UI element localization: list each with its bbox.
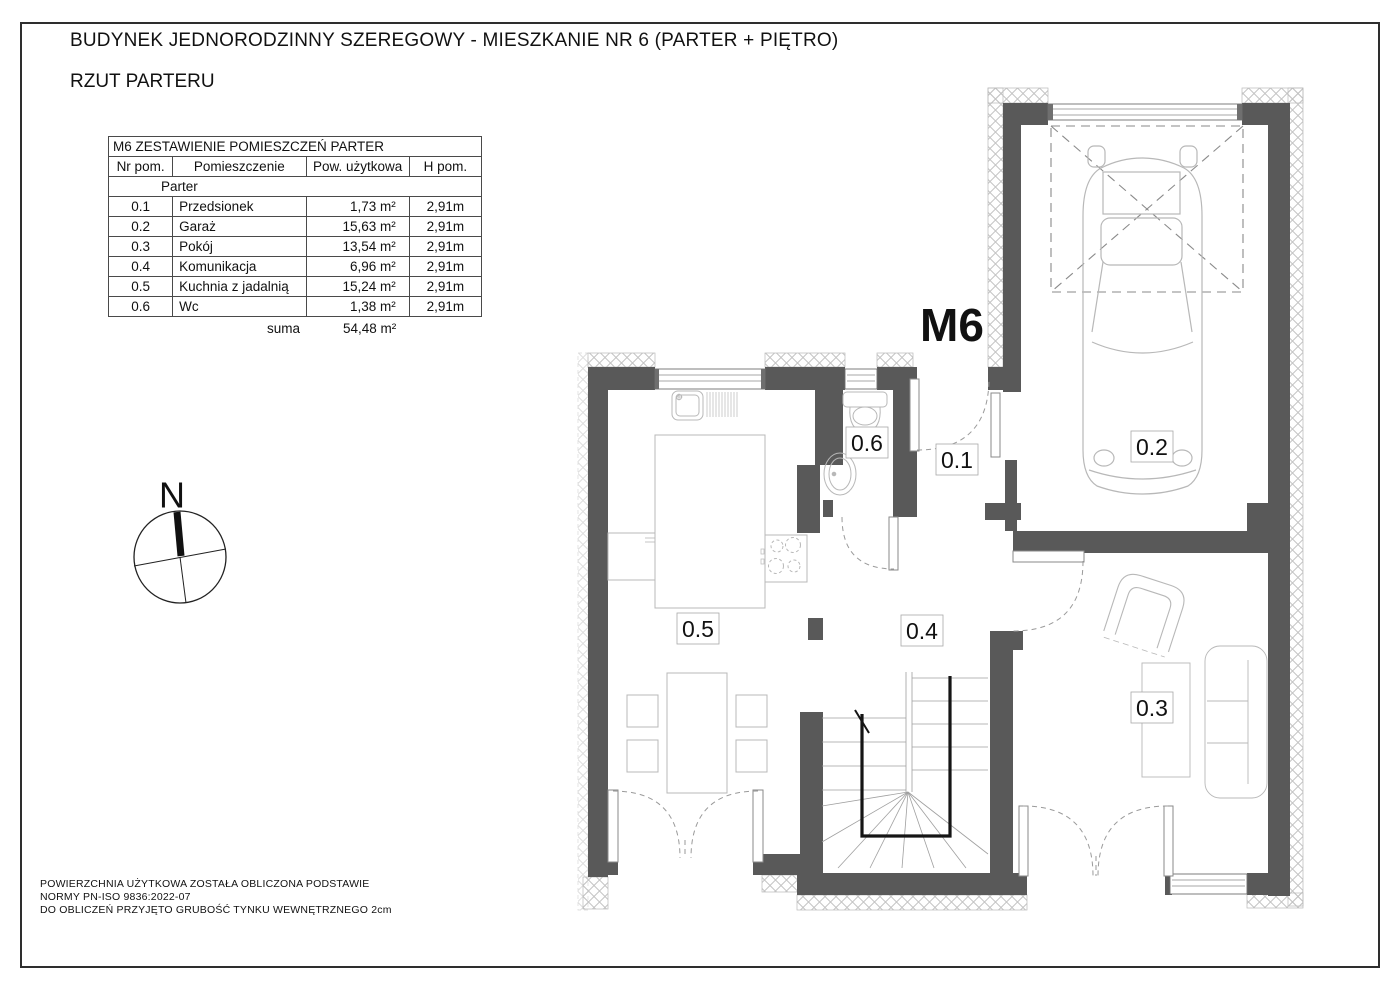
svg-text:0.2: 0.2 xyxy=(1136,434,1168,460)
room-table-row: 0.6 Wc 1,38 m² 2,91m xyxy=(109,297,482,317)
entry-door-leaf xyxy=(910,379,919,451)
room-labels xyxy=(677,299,1173,723)
room-table-row: 0.1 Przedsionek 1,73 m² 2,91m xyxy=(109,197,482,217)
room-table-row: 0.4 Komunikacja 6,96 m² 2,91m xyxy=(109,257,482,277)
dining-table-icon xyxy=(627,673,767,793)
wc-door-leaf xyxy=(889,517,898,570)
footnote-line2: NORMY PN-ISO 9836:2022-07 xyxy=(40,891,191,903)
svg-text:0.3: 0.3 xyxy=(1136,695,1168,721)
north-compass xyxy=(134,475,226,604)
north-label: N xyxy=(159,474,185,516)
fridge-icon xyxy=(608,533,655,580)
stairs xyxy=(822,672,988,868)
svg-text:0.6: 0.6 xyxy=(851,430,883,456)
col-header-room: Pomieszczenie xyxy=(173,157,306,177)
svg-text:0.1: 0.1 xyxy=(941,447,973,473)
room03-door-leaf xyxy=(1013,551,1084,562)
kitchen-island xyxy=(655,435,765,608)
room-label-0-2 xyxy=(1131,431,1173,462)
room03-fd-left xyxy=(1019,806,1028,876)
garage-door-leaf xyxy=(991,393,1000,457)
room03-fd-right xyxy=(1164,806,1173,876)
drawing-title: BUDYNEK JEDNORODZINNY SZEREGOWY - MIESZKANIE NR 6 (PARTER + PIĘTRO) xyxy=(70,30,839,51)
room-label-0-1 xyxy=(936,444,978,475)
sum-value: 54,48 m² xyxy=(342,321,397,336)
living-furniture xyxy=(1102,570,1267,798)
north-needle xyxy=(177,512,181,556)
kitchen-window xyxy=(655,369,765,389)
table-title: M6 ZESTAWIENIE POMIESZCZEŃ PARTER xyxy=(109,137,482,157)
wc-window xyxy=(845,369,877,389)
col-header-area: Pow. użytkowa xyxy=(306,157,409,177)
room-window xyxy=(1170,874,1247,894)
sink-icon xyxy=(672,391,703,420)
room-table-row: 0.5 Kuchnia z jadalnią 15,24 m² 2,91m xyxy=(109,277,482,297)
sofa-icon xyxy=(1205,646,1267,798)
col-header-nr: Nr pom. xyxy=(109,157,173,177)
room-label-0-4 xyxy=(901,615,943,646)
svg-text:0.5: 0.5 xyxy=(682,616,714,642)
room-label-0-6 xyxy=(846,427,888,458)
section-label: Parter xyxy=(109,177,482,197)
room-label-0-3 xyxy=(1131,692,1173,723)
room-label-0-5 xyxy=(677,613,719,644)
footnote-line3: DO OBLICZEŃ PRZYJĘTO GRUBOŚĆ TYNKU WEWNĘTRZNEGO 2cm xyxy=(40,904,392,916)
armchair-icon xyxy=(1102,570,1188,658)
insulation-hatch xyxy=(578,88,1303,910)
garage-parking-marker xyxy=(1051,126,1243,292)
kitchen-fixtures xyxy=(608,391,807,793)
drawing-subtitle: RZUT PARTERU xyxy=(70,71,215,92)
room-table-row: 0.2 Garaż 15,63 m² 2,91m xyxy=(109,217,482,237)
unit-label: M6 xyxy=(920,299,984,351)
kitchen-fd-right xyxy=(753,790,763,862)
svg-text:0.4: 0.4 xyxy=(906,618,938,644)
sum-label: suma xyxy=(266,321,300,336)
stove-icon xyxy=(761,535,807,582)
garage-door-opening xyxy=(1048,104,1242,120)
footnote-line1: POWIERZCHNIA UŻYTKOWA ZOSTAŁA OBLICZONA PODSTAWIE xyxy=(40,878,370,890)
drainer-icon xyxy=(707,392,737,417)
col-header-height: H pom. xyxy=(409,157,481,177)
kitchen-fd-left xyxy=(608,790,618,862)
room-table-row: 0.3 Pokój 13,54 m² 2,91m xyxy=(109,237,482,257)
